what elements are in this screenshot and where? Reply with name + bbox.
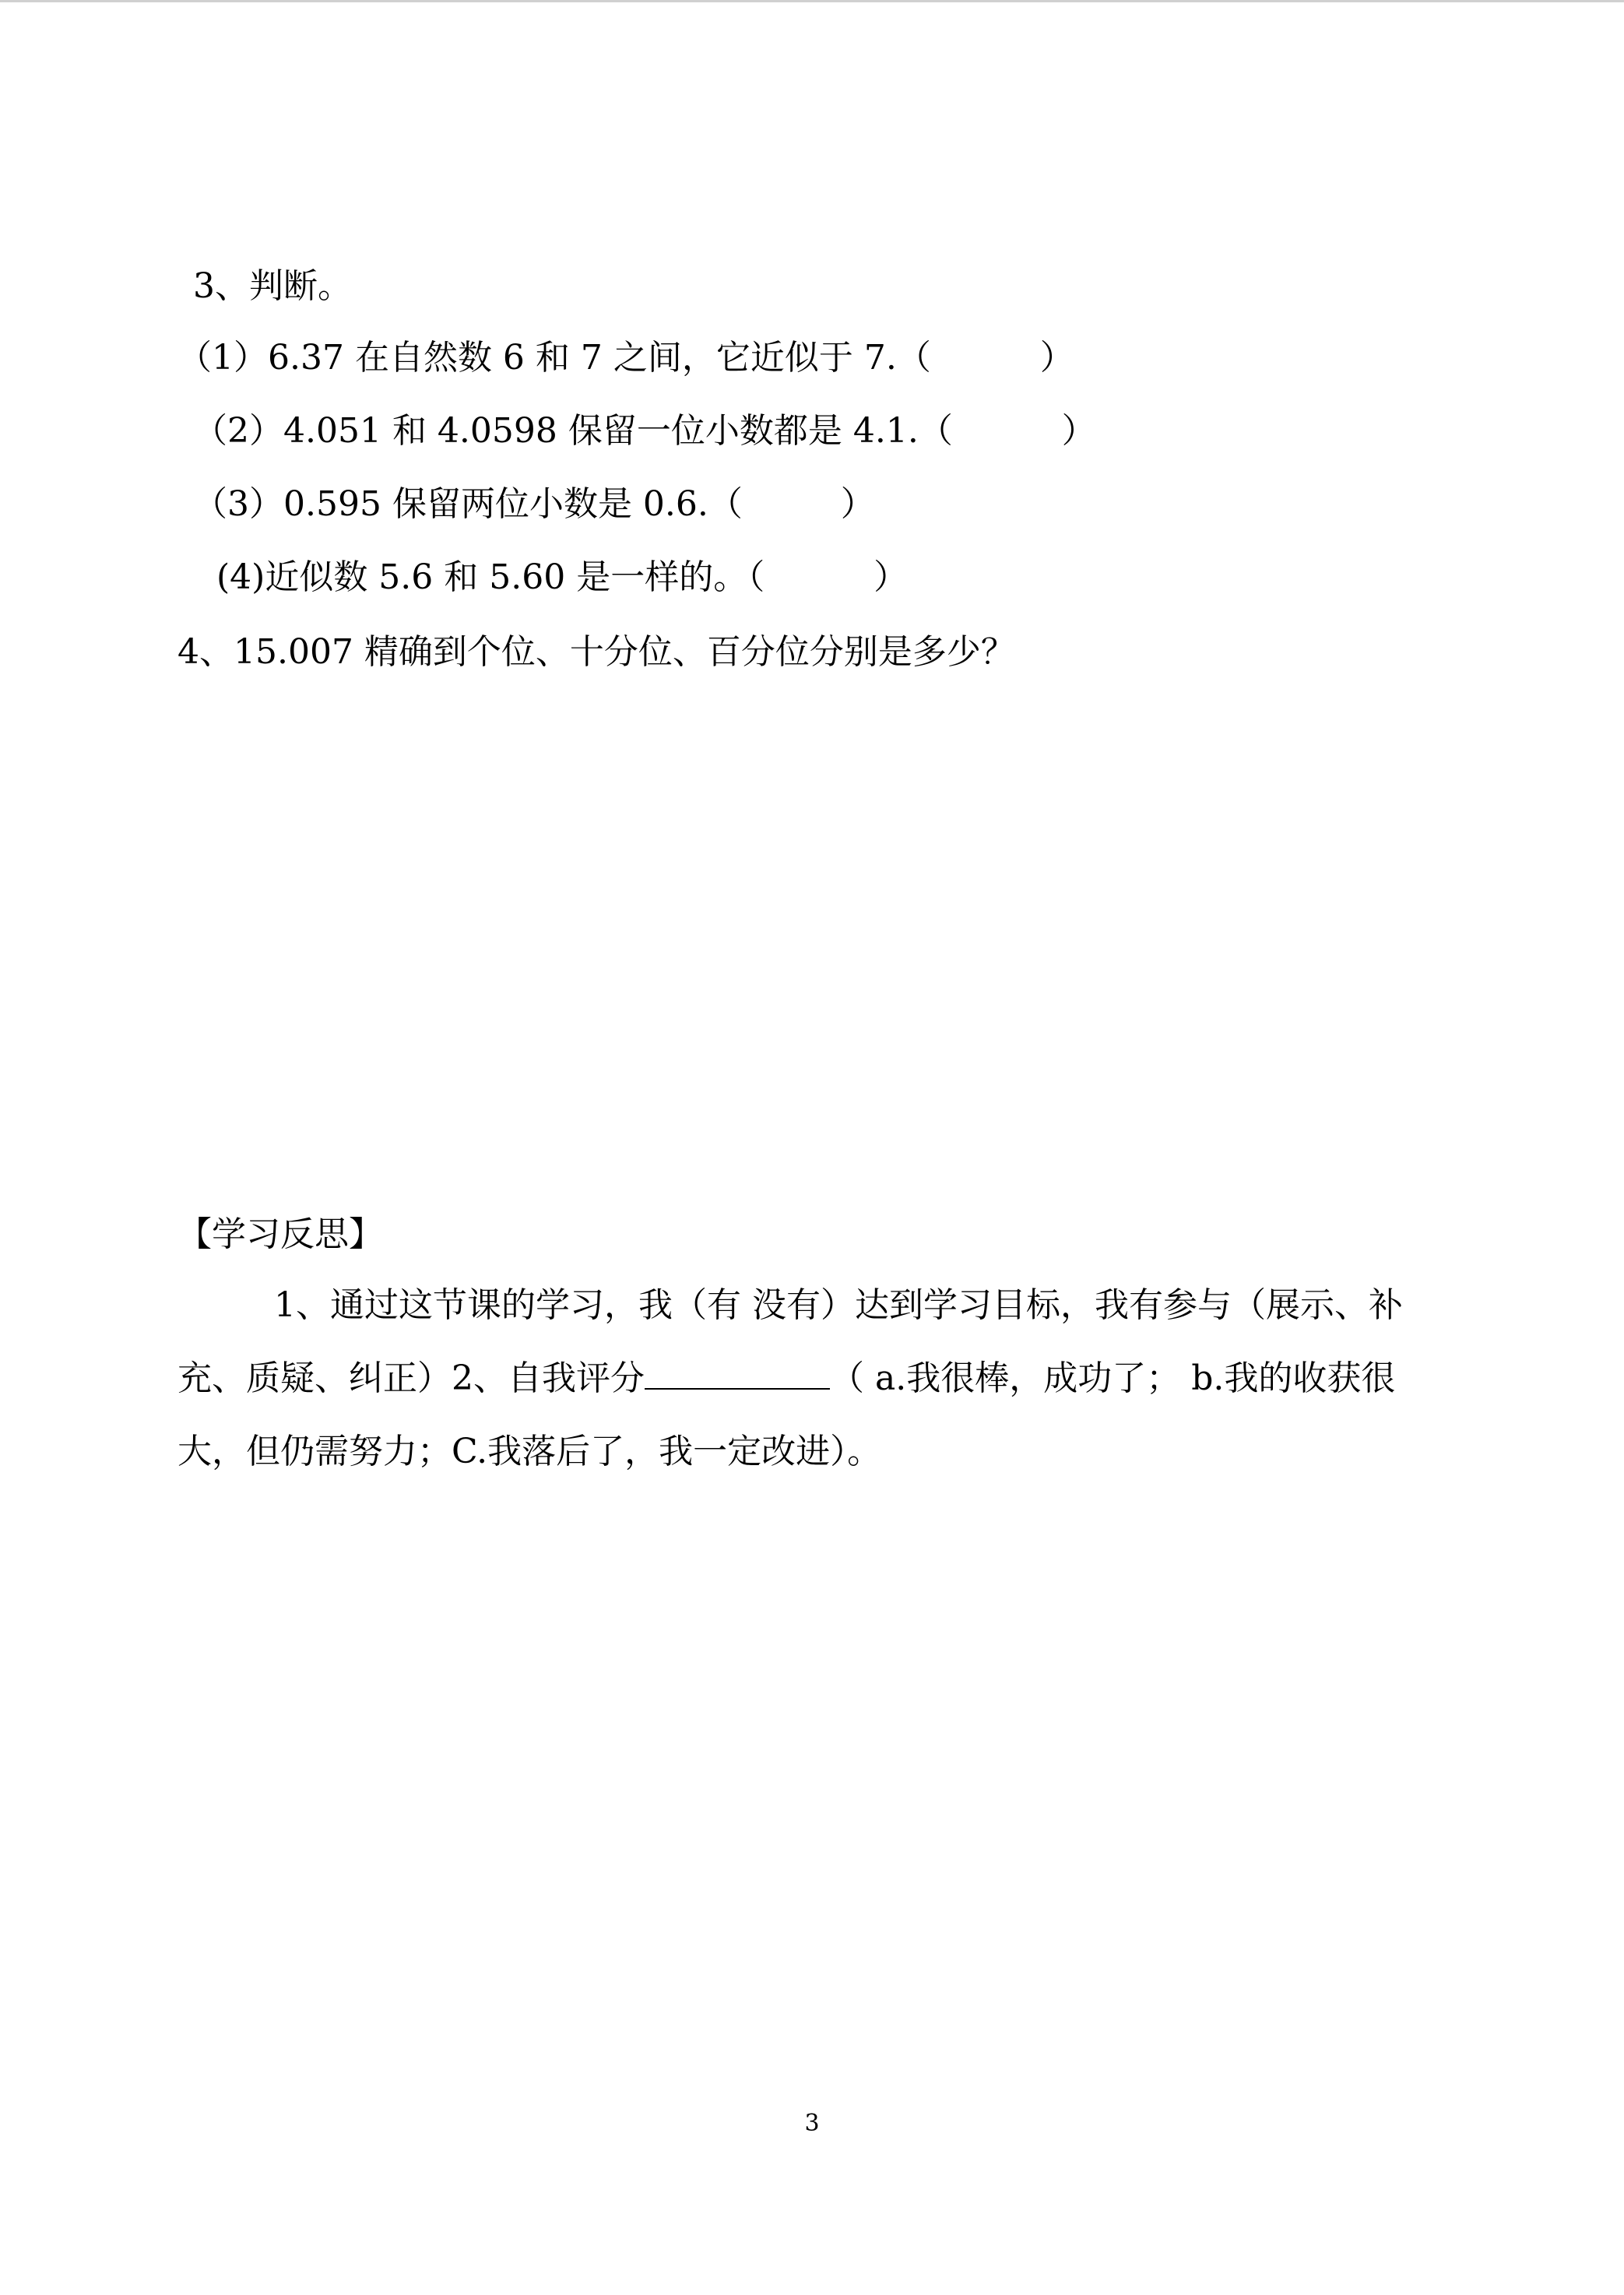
judgement-item-4: (4)近似数 5.6 和 5.60 是一样的。（ ） — [216, 557, 909, 597]
judgement-item-3: （3）0.595 保留两位小数是 0.6.（ ） — [193, 484, 875, 524]
page-number: 3 — [804, 2110, 820, 2137]
section3-title: 3、判断。 — [193, 266, 352, 306]
reflection-heading: 【学习反思】 — [178, 1214, 383, 1254]
reflection-text-part2: （ a.我很棒，成功了； b.我的收获很大，但仍需努力；C.我落后了，我一定改进）。 — [178, 1358, 1396, 1471]
judgement-item-2: （2）4.051 和 4.0598 保留一位小数都是 4.1.（ ） — [193, 411, 1096, 451]
judgement-item-1: （1）6.37 在自然数 6 和 7 之间，它近似于 7.（ ） — [178, 338, 1074, 378]
reflection-text-part1: 1、通过这节课的学习，我（有 没有）达到学习目标，我有参与（展示、补充、质疑、纠正）2、自我评分 — [178, 1285, 1403, 1398]
self-score-blank[interactable] — [645, 1357, 830, 1390]
reflection-paragraph — [178, 1269, 1454, 1488]
top-border-line — [0, 0, 1624, 2]
section4-question: 4、15.007 精确到个位、十分位、百分位分别是多少？ — [178, 632, 1015, 672]
